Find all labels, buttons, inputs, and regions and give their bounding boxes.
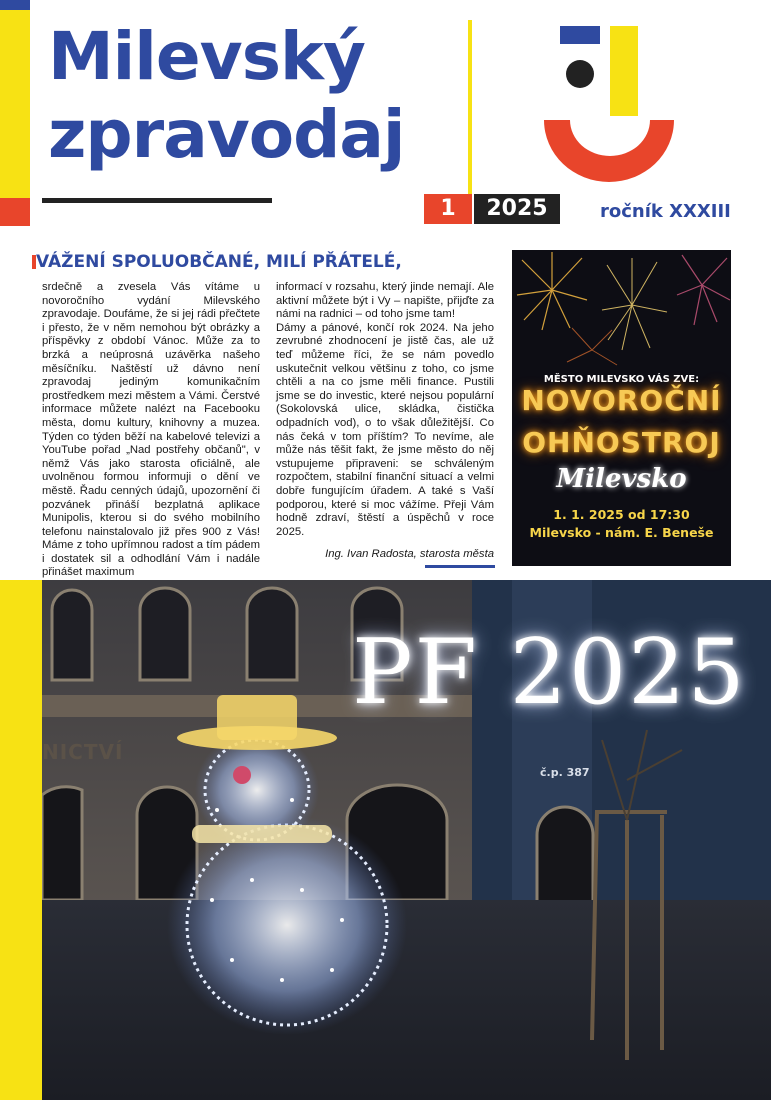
column-2-paragraph-1: informací v rozsahu, který jinde nemají. Ale aktivní můžete být i Vy – napište, přijďte za námi na radnici – od toho jsme tam! [276, 281, 494, 321]
poster-date-line: 1. 1. 2025 od 17:30 [553, 507, 690, 522]
column-2-paragraph-2: Dámy a pánové, končí rok 2024. Na jeho zevrubné zhodnocení je jistě čas, ale už teď můžeme říci, že se nám povedlo uskutečnit velkou většinu z toho, co jsme chtěli a na co jsme měli finance. Pustili jsme se do investic, které nejsou populární (Sokolovská ulice, skládka, čistička odpadních vod), o to však důležitější. Co nás čeká v tom příštím? To nevíme, ale může nás těšit fakt, že jsme město do něj vstupujeme připraveni: se schváleným rozpočtem, stabilní finanční situací a velmi dobře fungujícím úřadem. A také s Vaší podporou, které si moc vážíme. Přeji Vám hodně zdraví, štěstí a úspěchů v roce 2025. [276, 321, 494, 538]
poster-line-1: NOVOROČNÍ [521, 384, 722, 417]
volume-label: ročník XXXIII [600, 201, 731, 222]
article-column-2 [276, 281, 494, 539]
strip-yellow [0, 10, 30, 198]
strip-red [0, 198, 30, 226]
poster-script: Milevsko [556, 464, 687, 494]
title-line-2: zpravodaj [48, 96, 405, 173]
pf-greeting: PF 2025 [352, 620, 747, 725]
pf-photo [42, 580, 771, 1100]
poster-date [512, 506, 731, 542]
masthead-title [48, 18, 405, 174]
author-signature: Ing. Ivan Radosta, starosta města [325, 548, 494, 560]
issue-year: 2025 [474, 194, 560, 224]
poster-invite: MĚSTO MILEVSKO VÁS ZVE: [543, 374, 700, 385]
title-underline [42, 198, 272, 203]
title-line-1: Milevský [48, 18, 365, 95]
article-heading: VÁŽENÍ SPOLUOBČANÉ, MILÍ PŘÁTELÉ, [36, 252, 402, 272]
fireworks-poster[interactable] [512, 250, 731, 566]
strip-yellow-bottom [0, 580, 42, 1100]
article-column-1: srdečně a zvesela Vás vítáme u novoročního vydání Milevského zpravodaje. Doufáme, že si jej rádi přečtete i přesto, že v něm nemohou být obrázky a příspěvky z období Vánoc. Může za to brzká a neúprosná uzávěrka našeho měsíčníku. Naštěstí už dávno není zpravodaj jediným komunikačním prostředkem mezi městem a Vámi. Čerstvé informace můžete nalézt na Facebooku města, domu kultury, knihovny a muzea. Týden co týden běží na kabelové televizi a YouTube pořad „Nad postřehy občanů", v němž Vás jako starosta oficiálně, ale uvolněnou formou informuji o dění ve městě. Řadu cenných údajů, upozornění či pozvánek přináší bezplatná aplikace Munipolis, kterou si do svého mobilního telefonu nainstalovalo již přes 900 z Vás! Máme z toho upřímnou radost a tím pádem i dostatek sil a odhodlání Vám i nadále přinášet maximum [42, 281, 260, 579]
town-logo [540, 22, 680, 187]
shop-sign: NICTVÍ [42, 740, 124, 764]
signature-underline [425, 565, 495, 568]
issue-number: 1 [424, 194, 472, 224]
yellow-divider [468, 20, 472, 195]
strip-blue [0, 0, 30, 10]
poster-place-line: Milevsko - nám. E. Beneše [529, 525, 714, 540]
house-number-sign: č.p. 387 [540, 766, 590, 779]
poster-line-2: OHŇOSTROJ [522, 426, 721, 459]
fireworks-graphic [512, 250, 731, 380]
